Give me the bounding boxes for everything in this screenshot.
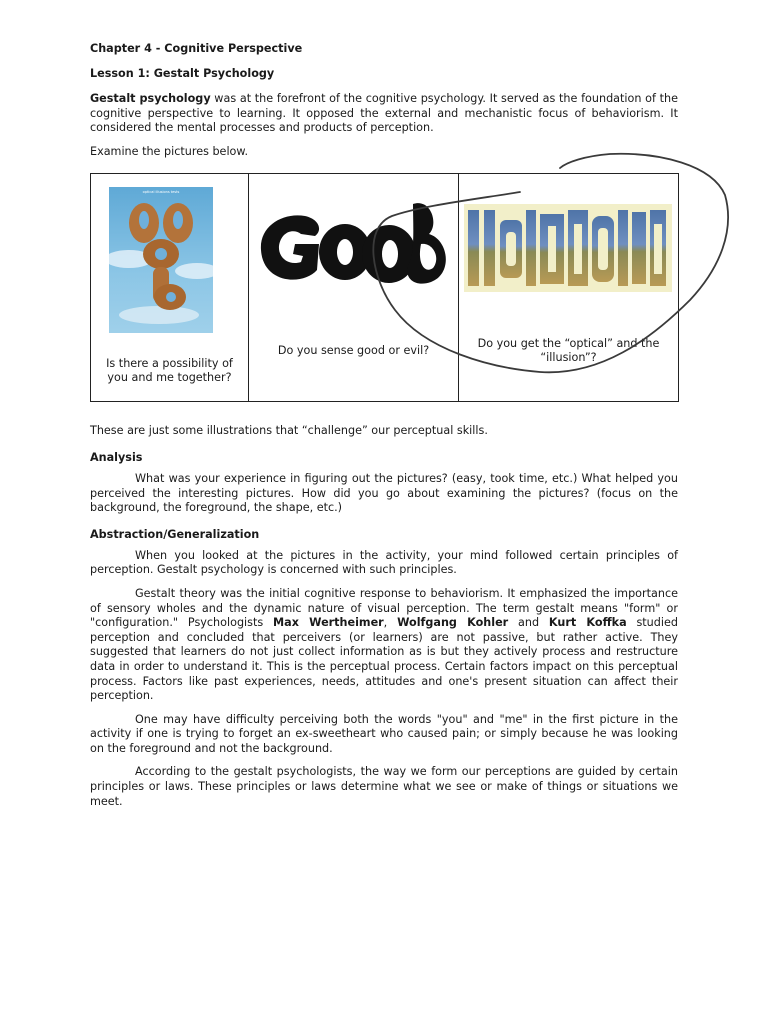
picture-cell-good <box>249 174 459 402</box>
p2-sep-2: and <box>508 616 549 630</box>
caption-you-me: Is there a possibility of you and me together? <box>106 357 233 385</box>
image-tiny-caption: optical illusions tests <box>142 190 180 195</box>
lesson-title: Lesson 1: Gestalt Psychology <box>90 67 275 80</box>
analysis-paragraph: What was your experience in figuring out the pictures? (easy, took time, etc.) What helped you perceived the interesting pictures. How did you go about examining the pictures? (focus on the background, the foreground, the shape, etc.) <box>90 471 678 515</box>
abstraction-paragraph-2 <box>90 587 678 704</box>
name-kohler: Wolfgang Kohler <box>397 616 509 630</box>
caption-illusion: Do you get the “optical” and the “illusion”? <box>477 337 660 365</box>
caption-good: Do you sense good or evil? <box>277 344 430 358</box>
picture-cell-you-me <box>91 174 249 402</box>
intro-text: was at the forefront of the cognitive psychology. It served as the foundation of the cognitive perspective to learning. It opposed the external and mechanistic focus of behaviorism. It considered the mental processes and products of perception. <box>90 92 678 135</box>
name-koffka: Kurt Koffka <box>548 616 627 630</box>
pictures-table <box>90 173 679 402</box>
intro-paragraph <box>90 92 678 136</box>
examine-instruction: Examine the pictures below. <box>90 144 249 158</box>
abstraction-paragraph-4: According to the gestalt psychologists, the way we form our perceptions are guided by certain principles or laws. These principles or laws determine what we see or make of things or situations we meet. <box>90 765 678 808</box>
abstraction-heading: Abstraction/Generalization <box>90 527 260 541</box>
abstraction-paragraph-3: One may have difficulty perceiving both the words "you" and "me" in the first picture in the activity if one is trying to forget an ex-sweetheart who caused pain; or simply because he was looking on the foreground and not the background. <box>90 712 678 755</box>
picture-cell-illusion <box>459 174 679 402</box>
p2-text-a: Gestalt theory was the initial cognitive response to behaviorism. It emphasized the importance of sensory wholes and the dynamic nature of visual perception. The term gestalt means "form" or "configuration." Psychologists <box>90 586 678 630</box>
intro-term: Gestalt psychology <box>90 92 211 105</box>
name-wertheimer: Max Wertheimer <box>273 616 384 630</box>
abstraction-paragraph-1: When you looked at the pictures in the activity, your mind followed certain principles of perception. Gestalt psychology is concerned with such principles. <box>90 548 678 577</box>
chapter-title: Chapter 4 - Cognitive Perspective <box>90 42 303 55</box>
p2-text-b: studied perception and concluded that perceivers (or learners) are not passive, but rather active. They suggested that learners do not just collect information as is but they actively process and restructure data in order to understand it. This is the perceptual process. Certain factors impact on this perceptual process. Factors like past experiences, needs, attitudes and one's present situation can affect their perception. <box>90 616 678 703</box>
document-page <box>90 42 678 818</box>
analysis-heading: Analysis <box>90 450 143 464</box>
you-me-illusion-image <box>109 187 213 333</box>
p2-sep-1: , <box>383 616 398 630</box>
after-table-text: These are just some illustrations that “challenge” our perceptual skills. <box>90 424 488 438</box>
good-evil-illusion-image <box>253 194 453 304</box>
optical-illusion-word-image <box>464 204 672 292</box>
